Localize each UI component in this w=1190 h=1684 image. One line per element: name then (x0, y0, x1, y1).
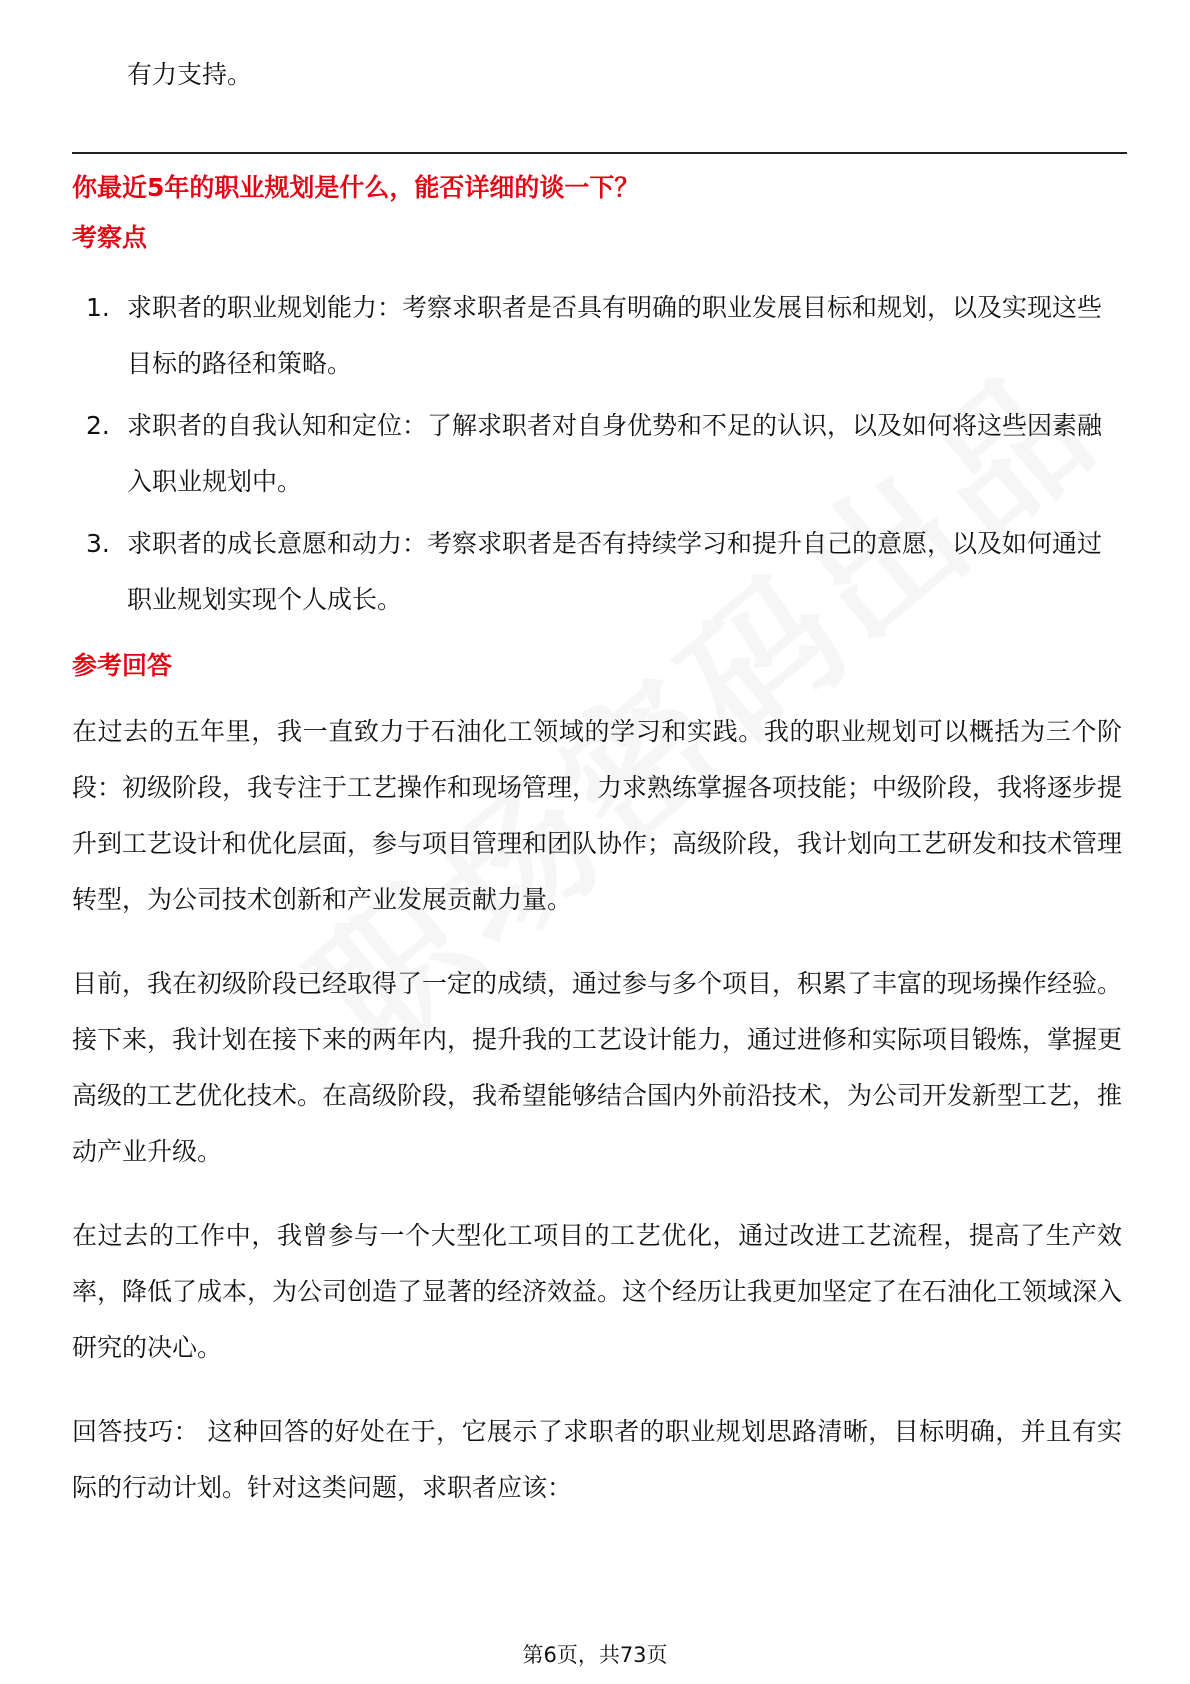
answer-paragraph: 在过去的五年里，我一直致力于石油化工领域的学习和实践。我的职业规划可以概括为三个阶段：初级阶段，我专注于工艺操作和现场管理，力求熟练掌握各项技能；中级阶段，我将逐步提升到工艺设计和优化层面，参与项目管理和团队协作；高级阶段，我计划向工艺研发和技术管理转型，为公司技术创新和产业发展贡献力量。 (72, 717, 1123, 914)
content (72, 168, 1122, 1516)
point-text: 求职者的成长意愿和动力：考察求职者是否有持续学习和提升自己的意愿，以及如何通过职业规划实现个人成长。 (127, 529, 1103, 614)
point-number: 3. (86, 529, 110, 558)
section-divider (72, 152, 1127, 154)
point-number: 1. (86, 293, 110, 322)
answer-paragraph: 在过去的工作中，我曾参与一个大型化工项目的工艺优化，通过改进工艺流程，提高了生产效率，降低了成本，为公司创造了显著的经济效益。这个经历让我更加坚定了在石油化工领域深入研究的决心。 (72, 1221, 1123, 1362)
answer-paragraph: 目前，我在初级阶段已经取得了一定的成绩，通过参与多个项目，积累了丰富的现场操作经验。接下来，我计划在接下来的两年内，提升我的工艺设计能力，通过进修和实际项目锻炼，掌握更高级的工艺优化技术。在高级阶段，我希望能够结合国内外前沿技术，为公司开发新型工艺，推动产业升级。 (72, 969, 1123, 1166)
point-number: 2. (86, 411, 110, 440)
point-text: 求职者的自我认知和定位：了解求职者对自身优势和不足的认识，以及如何将这些因素融入职业规划中。 (127, 411, 1103, 496)
inspection-point (72, 398, 1122, 510)
answer-tips-paragraph: 回答技巧： 这种回答的好处在于，它展示了求职者的职业规划思路清晰，目标明确，并且有实际的行动计划。针对这类问题，求职者应该： (72, 1417, 1122, 1502)
point-text: 求职者的职业规划能力：考察求职者是否具有明确的职业发展目标和规划，以及实现这些目标的路径和策略。 (127, 293, 1103, 378)
continuation-text: 有力支持。 (127, 60, 253, 89)
page-footer: 第6页，共73页 (522, 1643, 668, 1667)
inspection-label: 考察点 (72, 223, 148, 252)
question-heading: 你最近5年的职业规划是什么，能否详细的谈一下？ (72, 173, 640, 202)
inspection-point (72, 516, 1122, 628)
inspection-points-list (72, 280, 1122, 628)
answer-label: 参考回答 (72, 651, 173, 680)
inspection-point (72, 280, 1122, 392)
